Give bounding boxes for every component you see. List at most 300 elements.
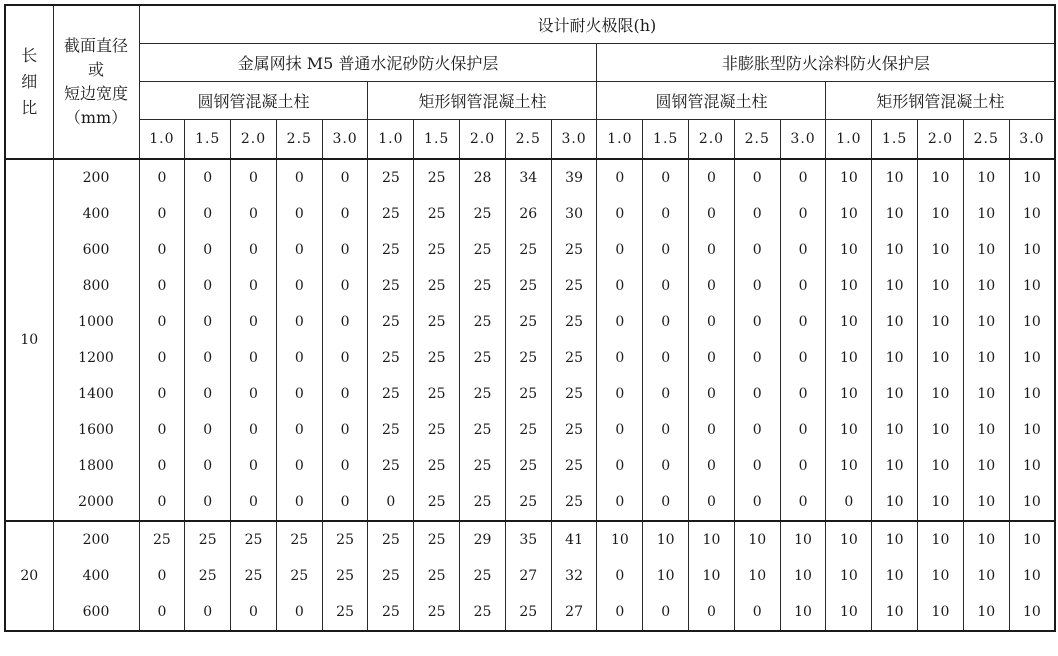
thickness-cell: 10	[872, 594, 918, 631]
thickness-cell: 25	[551, 268, 597, 304]
thickness-cell: 0	[689, 340, 735, 376]
thickness-cell: 0	[139, 594, 185, 631]
thickness-cell: 0	[734, 340, 780, 376]
thickness-cell: 10	[1009, 159, 1055, 196]
thickness-cell: 25	[231, 521, 277, 558]
section-size-cell: 1800	[53, 448, 139, 484]
thickness-cell: 25	[414, 412, 460, 448]
thickness-cell: 25	[505, 340, 551, 376]
thickness-cell: 0	[734, 448, 780, 484]
thickness-cell: 10	[1009, 412, 1055, 448]
table-row	[5, 196, 1055, 232]
thickness-cell: 25	[414, 376, 460, 412]
thickness-cell: 0	[139, 232, 185, 268]
thickness-cell: 25	[368, 558, 414, 594]
thickness-cell: 0	[322, 376, 368, 412]
thickness-cell: 0	[231, 268, 277, 304]
thickness-cell: 0	[734, 196, 780, 232]
thickness-cell: 10	[826, 304, 872, 340]
thickness-cell: 10	[826, 159, 872, 196]
thickness-cell: 25	[551, 304, 597, 340]
thickness-cell: 10	[1009, 376, 1055, 412]
table-header	[5, 5, 1055, 159]
thickness-cell: 0	[689, 448, 735, 484]
section-size-header	[53, 5, 139, 159]
thickness-cell: 25	[414, 196, 460, 232]
table-row	[5, 521, 1055, 558]
thickness-cell: 0	[597, 268, 643, 304]
thickness-cell: 0	[322, 232, 368, 268]
thickness-cell: 0	[231, 304, 277, 340]
thickness-cell: 25	[368, 159, 414, 196]
thickness-cell: 0	[597, 376, 643, 412]
table-row	[5, 304, 1055, 340]
thickness-cell: 25	[551, 232, 597, 268]
thickness-cell: 0	[185, 340, 231, 376]
thickness-cell: 0	[689, 376, 735, 412]
thickness-cell: 25	[231, 558, 277, 594]
thickness-cell: 10	[826, 521, 872, 558]
thickness-cell: 0	[734, 376, 780, 412]
duration-header-cell: 3.0	[322, 120, 368, 160]
thickness-cell: 10	[734, 521, 780, 558]
table-row	[5, 376, 1055, 412]
thickness-cell: 25	[460, 448, 506, 484]
thickness-cell: 10	[918, 196, 964, 232]
thickness-cell: 10	[963, 412, 1009, 448]
thickness-cell: 10	[826, 558, 872, 594]
thickness-cell: 10	[963, 196, 1009, 232]
thickness-cell: 0	[139, 376, 185, 412]
thickness-cell: 0	[322, 304, 368, 340]
thickness-cell: 10	[689, 521, 735, 558]
thickness-cell: 0	[185, 376, 231, 412]
thickness-cell: 0	[780, 304, 826, 340]
thickness-cell: 10	[1009, 521, 1055, 558]
thickness-cell: 0	[231, 484, 277, 521]
thickness-cell: 0	[185, 232, 231, 268]
thickness-cell: 10	[872, 558, 918, 594]
thickness-cell: 10	[872, 484, 918, 521]
thickness-cell: 0	[185, 412, 231, 448]
thickness-cell: 25	[505, 448, 551, 484]
thickness-cell: 10	[963, 594, 1009, 631]
thickness-cell: 10	[1009, 448, 1055, 484]
duration-header-cell: 3.0	[1009, 120, 1055, 160]
thickness-cell: 0	[643, 159, 689, 196]
thickness-cell: 0	[139, 558, 185, 594]
thickness-cell: 10	[918, 594, 964, 631]
thickness-cell: 25	[185, 558, 231, 594]
thickness-cell: 0	[322, 159, 368, 196]
thickness-cell: 0	[780, 484, 826, 521]
thickness-cell: 0	[276, 412, 322, 448]
duration-header-cell: 3.0	[551, 120, 597, 160]
thickness-cell: 29	[460, 521, 506, 558]
thickness-cell: 10	[963, 340, 1009, 376]
thickness-cell: 25	[368, 304, 414, 340]
section-size-cell: 1600	[53, 412, 139, 448]
duration-header-cell: 1.0	[368, 120, 414, 160]
thickness-cell: 0	[597, 340, 643, 376]
table-row	[5, 159, 1055, 196]
section-size-header-line: 或	[87, 60, 104, 79]
thickness-cell: 10	[643, 521, 689, 558]
thickness-cell: 0	[322, 484, 368, 521]
thickness-cell: 25	[551, 484, 597, 521]
thickness-cell: 10	[1009, 304, 1055, 340]
thickness-cell: 0	[734, 268, 780, 304]
thickness-cell: 0	[597, 448, 643, 484]
section-size-cell: 400	[53, 196, 139, 232]
section-size-cell: 200	[53, 159, 139, 196]
table-row	[5, 412, 1055, 448]
thickness-cell: 25	[414, 340, 460, 376]
duration-header-cell: 1.0	[826, 120, 872, 160]
thickness-cell: 10	[918, 376, 964, 412]
thickness-cell: 0	[734, 412, 780, 448]
thickness-cell: 10	[963, 268, 1009, 304]
thickness-cell: 0	[231, 412, 277, 448]
thickness-cell: 25	[505, 232, 551, 268]
thickness-cell: 0	[139, 448, 185, 484]
thickness-cell: 0	[780, 412, 826, 448]
thickness-cell: 10	[643, 558, 689, 594]
thickness-cell: 10	[780, 558, 826, 594]
thickness-cell: 0	[322, 268, 368, 304]
thickness-cell: 25	[322, 594, 368, 631]
thickness-cell: 0	[643, 340, 689, 376]
thickness-cell: 0	[597, 412, 643, 448]
section-size-header-line: 截面直径	[63, 36, 128, 55]
thickness-cell: 0	[276, 232, 322, 268]
thickness-cell: 10	[1009, 268, 1055, 304]
thickness-cell: 0	[322, 448, 368, 484]
thickness-cell: 25	[551, 412, 597, 448]
thickness-cell: 10	[826, 268, 872, 304]
duration-header-cell: 2.0	[689, 120, 735, 160]
thickness-cell: 10	[1009, 196, 1055, 232]
thickness-cell: 0	[231, 232, 277, 268]
thickness-cell: 25	[185, 521, 231, 558]
thickness-cell: 10	[1009, 232, 1055, 268]
protection-group-header: 非膨胀型防火涂料防火保护层	[597, 44, 1055, 82]
thickness-cell: 25	[139, 521, 185, 558]
thickness-cell: 10	[872, 448, 918, 484]
thickness-cell: 0	[689, 304, 735, 340]
table-row	[5, 558, 1055, 594]
table-container	[4, 4, 1056, 632]
thickness-cell: 0	[643, 196, 689, 232]
slenderness-cell: 10	[5, 159, 53, 521]
section-size-cell: 1400	[53, 376, 139, 412]
section-size-cell: 400	[53, 558, 139, 594]
thickness-cell: 10	[963, 484, 1009, 521]
thickness-cell: 0	[689, 196, 735, 232]
thickness-cell: 0	[689, 594, 735, 631]
thickness-cell: 25	[460, 268, 506, 304]
thickness-cell: 10	[918, 484, 964, 521]
thickness-cell: 25	[505, 484, 551, 521]
thickness-cell: 0	[276, 448, 322, 484]
thickness-cell: 0	[643, 448, 689, 484]
column-type-header: 圆钢管混凝土柱	[597, 82, 826, 120]
section-size-cell: 800	[53, 268, 139, 304]
thickness-cell: 0	[185, 484, 231, 521]
section-size-cell: 600	[53, 594, 139, 631]
thickness-cell: 25	[276, 558, 322, 594]
thickness-cell: 0	[597, 232, 643, 268]
thickness-cell: 0	[643, 484, 689, 521]
duration-header-cell: 2.5	[276, 120, 322, 160]
thickness-cell: 0	[231, 340, 277, 376]
thickness-cell: 10	[826, 448, 872, 484]
thickness-cell: 10	[963, 558, 1009, 594]
section-size-header-line: （mm）	[64, 108, 128, 127]
thickness-cell: 0	[826, 484, 872, 521]
thickness-cell: 10	[826, 594, 872, 631]
duration-header-cell: 3.0	[780, 120, 826, 160]
thickness-cell: 25	[460, 484, 506, 521]
duration-header-cell: 2.5	[505, 120, 551, 160]
thickness-cell: 10	[918, 159, 964, 196]
column-type-header: 矩形钢管混凝土柱	[826, 82, 1055, 120]
thickness-cell: 25	[460, 594, 506, 631]
thickness-cell: 0	[185, 304, 231, 340]
thickness-cell: 28	[460, 159, 506, 196]
thickness-cell: 0	[780, 376, 826, 412]
thickness-cell: 0	[139, 268, 185, 304]
thickness-cell: 10	[872, 412, 918, 448]
duration-header-cell: 1.5	[185, 120, 231, 160]
protection-group-header: 金属网抹 M5 普通水泥砂防火保护层	[139, 44, 597, 82]
thickness-cell: 10	[963, 448, 1009, 484]
thickness-cell: 0	[322, 196, 368, 232]
thickness-cell: 10	[872, 159, 918, 196]
thickness-cell: 25	[276, 521, 322, 558]
thickness-cell: 0	[643, 268, 689, 304]
thickness-cell: 25	[368, 412, 414, 448]
thickness-cell: 25	[368, 340, 414, 376]
thickness-cell: 10	[872, 521, 918, 558]
thickness-cell: 0	[597, 304, 643, 340]
thickness-cell: 0	[597, 594, 643, 631]
thickness-cell: 27	[551, 594, 597, 631]
thickness-cell: 0	[185, 448, 231, 484]
thickness-cell: 25	[414, 594, 460, 631]
section-size-cell: 200	[53, 521, 139, 558]
column-type-header: 圆钢管混凝土柱	[139, 82, 368, 120]
thickness-cell: 41	[551, 521, 597, 558]
duration-header-row	[5, 120, 1055, 160]
thickness-cell: 25	[368, 196, 414, 232]
thickness-cell: 0	[597, 484, 643, 521]
thickness-cell: 25	[460, 196, 506, 232]
thickness-cell: 10	[918, 412, 964, 448]
thickness-cell: 25	[414, 558, 460, 594]
thickness-cell: 10	[872, 376, 918, 412]
thickness-cell: 10	[963, 376, 1009, 412]
thickness-cell: 25	[505, 304, 551, 340]
thickness-cell: 34	[505, 159, 551, 196]
thickness-cell: 10	[780, 521, 826, 558]
thickness-cell: 26	[505, 196, 551, 232]
thickness-cell: 0	[276, 484, 322, 521]
thickness-cell: 25	[414, 304, 460, 340]
duration-header-cell: 1.5	[414, 120, 460, 160]
duration-header-cell: 2.0	[231, 120, 277, 160]
duration-header-cell: 2.0	[460, 120, 506, 160]
slenderness-cell: 20	[5, 521, 53, 631]
thickness-cell: 25	[414, 484, 460, 521]
thickness-cell: 0	[139, 304, 185, 340]
thickness-cell: 0	[231, 159, 277, 196]
thickness-cell: 0	[139, 412, 185, 448]
thickness-cell: 25	[460, 340, 506, 376]
thickness-cell: 0	[276, 340, 322, 376]
thickness-cell: 25	[414, 159, 460, 196]
thickness-cell: 10	[963, 159, 1009, 196]
thickness-cell: 0	[643, 412, 689, 448]
thickness-cell: 0	[276, 594, 322, 631]
thickness-cell: 0	[276, 376, 322, 412]
thickness-cell: 0	[734, 232, 780, 268]
thickness-cell: 25	[460, 376, 506, 412]
thickness-cell: 25	[460, 304, 506, 340]
thickness-cell: 10	[963, 232, 1009, 268]
thickness-cell: 10	[872, 232, 918, 268]
thickness-cell: 0	[689, 159, 735, 196]
thickness-cell: 0	[231, 196, 277, 232]
section-size-cell: 600	[53, 232, 139, 268]
thickness-cell: 25	[460, 232, 506, 268]
thickness-cell: 25	[368, 268, 414, 304]
thickness-cell: 0	[780, 340, 826, 376]
thickness-cell: 10	[918, 558, 964, 594]
column-type-header: 矩形钢管混凝土柱	[368, 82, 597, 120]
thickness-cell: 0	[734, 594, 780, 631]
thickness-cell: 10	[1009, 558, 1055, 594]
thickness-cell: 0	[276, 268, 322, 304]
thickness-cell: 10	[826, 412, 872, 448]
duration-header-cell: 2.0	[918, 120, 964, 160]
fire-protection-table	[4, 4, 1056, 632]
thickness-cell: 25	[368, 521, 414, 558]
thickness-cell: 25	[368, 594, 414, 631]
thickness-cell: 25	[505, 412, 551, 448]
table-row	[5, 448, 1055, 484]
section-size-cell: 1200	[53, 340, 139, 376]
thickness-cell: 25	[414, 521, 460, 558]
thickness-cell: 10	[872, 304, 918, 340]
thickness-cell: 0	[185, 159, 231, 196]
thickness-cell: 0	[322, 412, 368, 448]
duration-header-cell: 1.0	[139, 120, 185, 160]
thickness-cell: 0	[780, 232, 826, 268]
thickness-cell: 10	[963, 521, 1009, 558]
section-size-cell: 1000	[53, 304, 139, 340]
thickness-cell: 25	[551, 448, 597, 484]
duration-header-cell: 2.5	[963, 120, 1009, 160]
thickness-cell: 10	[918, 304, 964, 340]
thickness-cell: 10	[918, 268, 964, 304]
thickness-cell: 32	[551, 558, 597, 594]
thickness-cell: 10	[826, 340, 872, 376]
thickness-cell: 0	[139, 484, 185, 521]
table-body	[5, 159, 1055, 631]
thickness-cell: 25	[368, 448, 414, 484]
thickness-cell: 0	[231, 376, 277, 412]
slenderness-header	[5, 5, 53, 159]
thickness-cell: 0	[597, 159, 643, 196]
duration-header-cell: 1.5	[872, 120, 918, 160]
thickness-cell: 0	[139, 196, 185, 232]
section-size-cell: 2000	[53, 484, 139, 521]
slenderness-header-line: 长	[21, 46, 38, 65]
thickness-cell: 0	[643, 232, 689, 268]
thickness-cell: 0	[597, 196, 643, 232]
thickness-cell: 10	[826, 376, 872, 412]
thickness-cell: 0	[689, 412, 735, 448]
thickness-cell: 0	[734, 484, 780, 521]
duration-header-cell: 1.5	[643, 120, 689, 160]
thickness-cell: 10	[597, 521, 643, 558]
thickness-cell: 10	[872, 340, 918, 376]
thickness-cell: 10	[918, 521, 964, 558]
thickness-cell: 27	[505, 558, 551, 594]
thickness-cell: 25	[322, 521, 368, 558]
table-row	[5, 232, 1055, 268]
thickness-cell: 0	[734, 159, 780, 196]
thickness-cell: 0	[780, 448, 826, 484]
thickness-cell: 10	[734, 558, 780, 594]
thickness-cell: 0	[322, 340, 368, 376]
thickness-cell: 10	[918, 448, 964, 484]
thickness-cell: 0	[689, 268, 735, 304]
thickness-cell: 0	[276, 304, 322, 340]
table-row	[5, 484, 1055, 521]
duration-header-cell: 1.0	[597, 120, 643, 160]
thickness-cell: 10	[826, 232, 872, 268]
thickness-cell: 0	[689, 484, 735, 521]
thickness-cell: 0	[780, 159, 826, 196]
thickness-cell: 10	[918, 232, 964, 268]
thickness-cell: 35	[505, 521, 551, 558]
thickness-cell: 10	[1009, 340, 1055, 376]
thickness-cell: 0	[780, 196, 826, 232]
thickness-cell: 0	[276, 159, 322, 196]
table-row	[5, 340, 1055, 376]
thickness-cell: 0	[597, 558, 643, 594]
thickness-cell: 10	[963, 304, 1009, 340]
thickness-cell: 0	[643, 594, 689, 631]
thickness-cell: 25	[368, 376, 414, 412]
thickness-cell: 25	[368, 232, 414, 268]
thickness-cell: 10	[826, 196, 872, 232]
thickness-cell: 0	[368, 484, 414, 521]
thickness-cell: 25	[414, 268, 460, 304]
thickness-cell: 25	[414, 448, 460, 484]
thickness-cell: 0	[276, 196, 322, 232]
thickness-cell: 25	[460, 412, 506, 448]
thickness-cell: 25	[505, 594, 551, 631]
thickness-cell: 0	[734, 304, 780, 340]
thickness-cell: 0	[689, 232, 735, 268]
duration-header-cell: 2.5	[734, 120, 780, 160]
thickness-cell: 39	[551, 159, 597, 196]
thickness-cell: 0	[231, 594, 277, 631]
slenderness-header-line: 细	[21, 72, 38, 91]
